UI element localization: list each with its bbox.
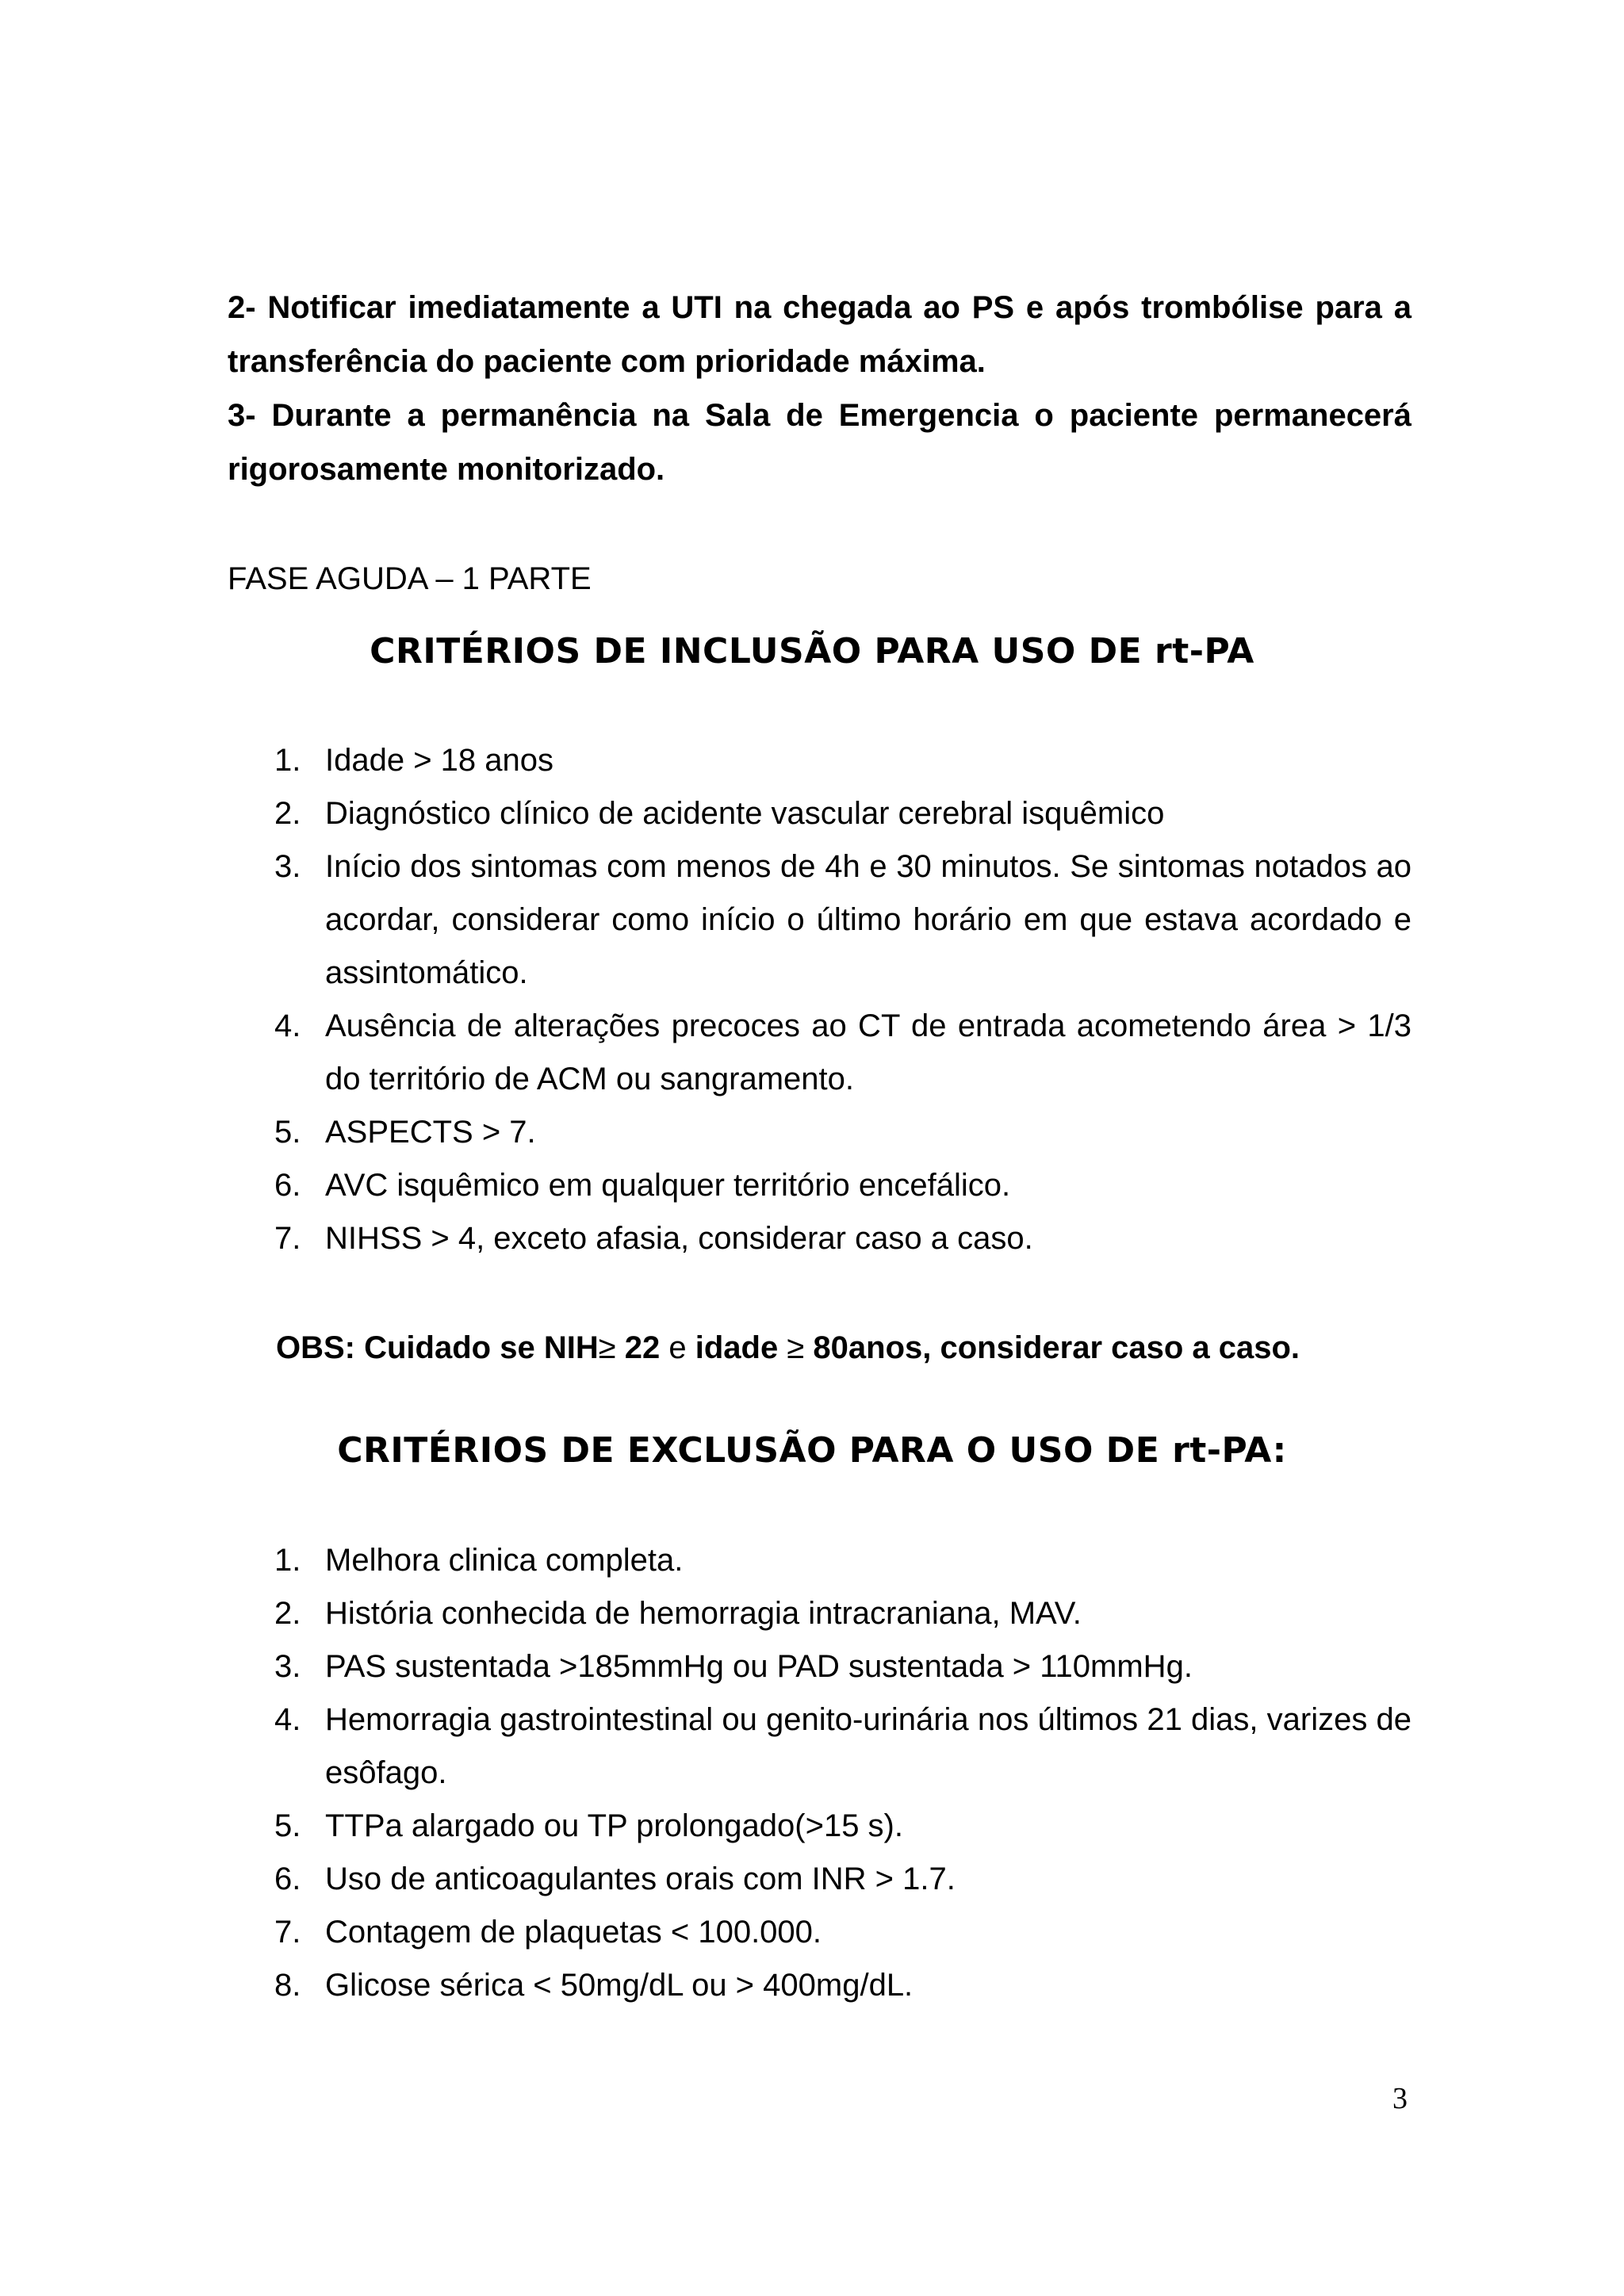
item-text: Melhora clinica completa. xyxy=(325,1543,684,1578)
exclusion-heading: CRITÉRIOS DE EXCLUSÃO PARA O USO DE rt-PA: xyxy=(337,1430,1287,1471)
item-number: 1. xyxy=(274,743,301,778)
list-item xyxy=(262,1640,1411,1693)
obs-part: 22 xyxy=(615,1330,669,1365)
obs-part: 80anos, considerar caso a caso. xyxy=(804,1330,1300,1365)
item-text: Início dos sintomas com menos de 4h e 30 minutos. Se sintomas notados ao acordar, considerar como início o último horário em que estava acordado e assintomático. xyxy=(325,849,1411,990)
obs-conjunction: e xyxy=(668,1330,687,1365)
item-text: AVC isquêmico em qualquer território encefálico. xyxy=(325,1168,1011,1203)
item-text: Hemorragia gastrointestinal ou genito-urinária nos últimos 21 dias, varizes de esôfago. xyxy=(325,1702,1411,1790)
item-number: 1. xyxy=(274,1543,301,1578)
item-number: 4. xyxy=(274,1702,301,1737)
inclusion-heading: CRITÉRIOS DE INCLUSÃO PARA USO DE rt-PA xyxy=(370,631,1254,672)
list-item xyxy=(262,1959,1411,2012)
item-text: Diagnóstico clínico de acidente vascular cerebral isquêmico xyxy=(325,796,1165,831)
list-item xyxy=(262,840,1411,1000)
list-item xyxy=(262,1693,1411,1800)
observation-note xyxy=(276,1324,1300,1372)
greater-equal-symbol: ≥ xyxy=(787,1330,805,1365)
paragraph-notify-icu: 2- Notificar imediatamente a UTI na chegada ao PS e após trombólise para a transferência do paciente com prioridade máxima. xyxy=(228,290,1411,379)
list-item xyxy=(262,1534,1411,1587)
list-item xyxy=(262,1159,1411,1212)
item-number: 5. xyxy=(274,1115,301,1150)
item-number: 2. xyxy=(274,1596,301,1631)
item-number: 5. xyxy=(274,1808,301,1843)
item-number: 7. xyxy=(274,1915,301,1950)
item-text: História conhecida de hemorragia intracraniana, MAV. xyxy=(325,1596,1082,1631)
list-item xyxy=(262,1906,1411,1959)
obs-part: idade xyxy=(686,1330,787,1365)
list-item xyxy=(262,1853,1411,1906)
exclusion-list xyxy=(262,1534,1411,2012)
list-item xyxy=(262,1800,1411,1853)
item-text: PAS sustentada >185mmHg ou PAD sustentada > 110mmHg. xyxy=(325,1649,1193,1684)
item-number: 8. xyxy=(274,1968,301,2003)
list-item xyxy=(262,787,1411,840)
phase-title: FASE AGUDA – 1 PARTE xyxy=(228,561,592,596)
obs-part: OBS: Cuidado se NIH xyxy=(276,1330,599,1365)
item-text: Ausência de alterações precoces ao CT de entrada acometendo área > 1/3 do território de ACM ou sangramento. xyxy=(325,1008,1411,1096)
item-text: Contagem de plaquetas < 100.000. xyxy=(325,1915,822,1950)
list-item xyxy=(262,1212,1411,1265)
paragraph-monitoring: 3- Durante a permanência na Sala de Emergencia o paciente permanecerá rigorosamente monitorizado. xyxy=(228,398,1411,487)
item-number: 7. xyxy=(274,1221,301,1256)
item-text: Idade > 18 anos xyxy=(325,743,554,778)
list-item xyxy=(262,1587,1411,1640)
list-item xyxy=(262,1000,1411,1106)
inclusion-list xyxy=(262,734,1411,1265)
item-number: 3. xyxy=(274,1649,301,1684)
list-item xyxy=(262,1106,1411,1159)
item-text: Uso de anticoagulantes orais com INR > 1.7. xyxy=(325,1862,956,1896)
item-text: Glicose sérica < 50mg/dL ou > 400mg/dL. xyxy=(325,1968,914,2003)
item-text: ASPECTS > 7. xyxy=(325,1115,536,1150)
item-number: 3. xyxy=(274,849,301,884)
greater-equal-symbol: ≥ xyxy=(598,1330,616,1365)
item-number: 2. xyxy=(274,796,301,831)
item-number: 4. xyxy=(274,1008,301,1043)
item-number: 6. xyxy=(274,1862,301,1896)
item-text: TTPa alargado ou TP prolongado(>15 s). xyxy=(325,1808,903,1843)
list-item xyxy=(262,734,1411,787)
item-number: 6. xyxy=(274,1168,301,1203)
page-number: 3 xyxy=(1392,2082,1408,2115)
item-text: NIHSS > 4, exceto afasia, considerar caso a caso. xyxy=(325,1221,1033,1256)
